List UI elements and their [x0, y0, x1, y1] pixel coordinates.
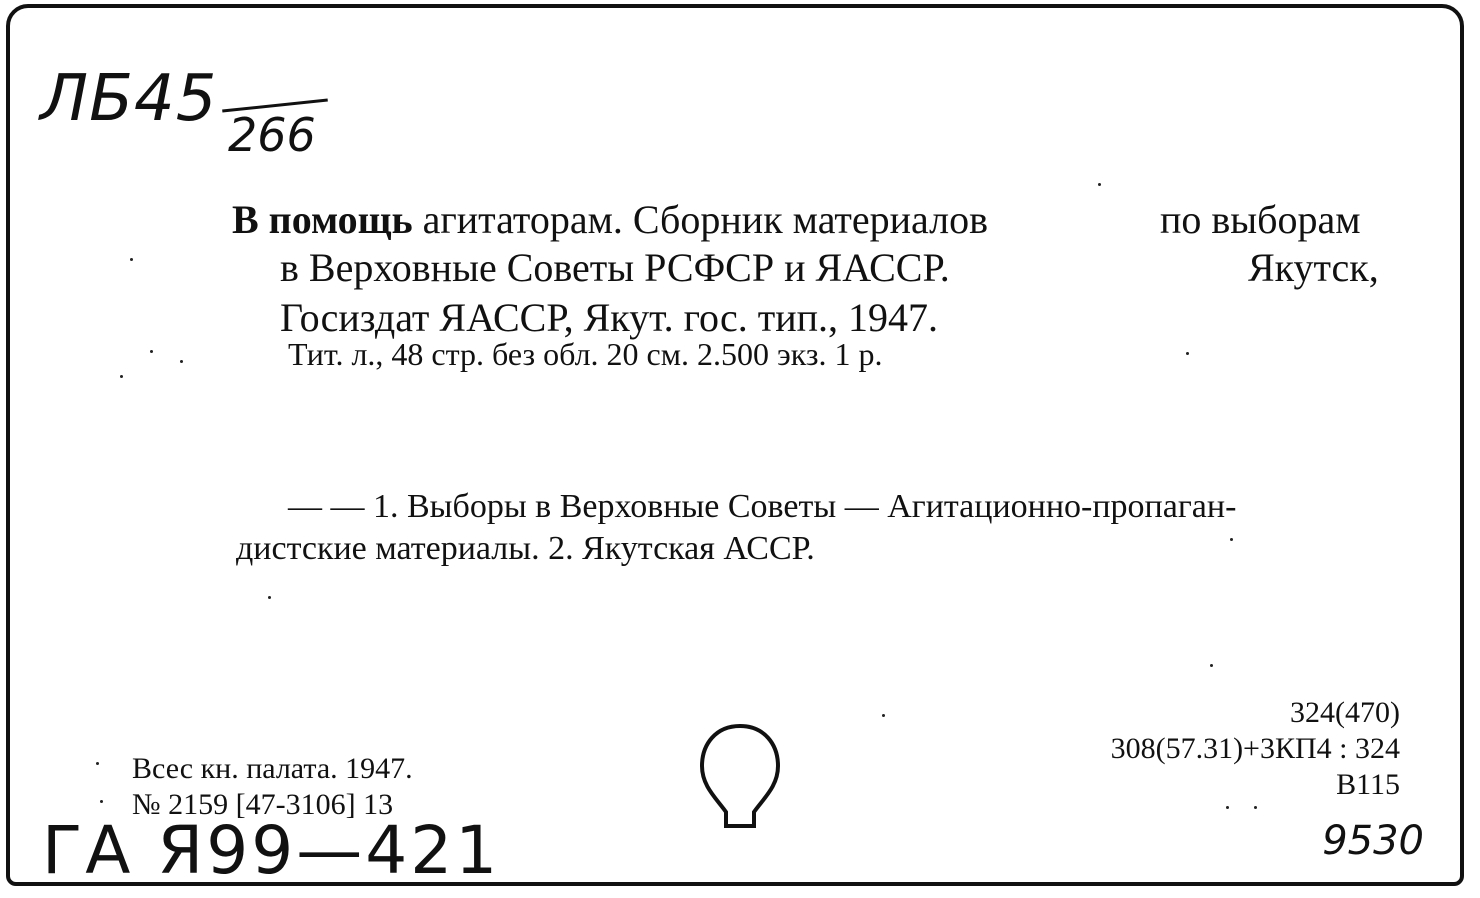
scan-speck	[120, 375, 123, 378]
scan-speck	[882, 714, 885, 717]
scan-speck	[1210, 664, 1213, 667]
call-number-main: ЛБ45	[40, 62, 218, 136]
classification-line-2: 308(57.31)+3КП4 : 324	[1110, 732, 1400, 765]
entry-title-rest: агитаторам. Сборник материалов	[412, 197, 988, 242]
classification-line-3: В115	[1336, 768, 1400, 801]
punch-hole-icon	[698, 722, 782, 832]
entry-line-3: Госиздат ЯАССР, Якут. гос. тип., 1947.	[280, 295, 939, 340]
scan-speck	[96, 762, 99, 765]
scan-speck	[100, 800, 103, 803]
entry-line-1	[232, 198, 988, 242]
handwritten-inventory-number: ГА Я99—421	[42, 812, 501, 889]
classification-line-1: 324(470)	[1290, 696, 1400, 729]
entry-line-2-right: Якутск,	[1248, 245, 1379, 290]
entry-title-start: В помощь	[232, 197, 413, 242]
handwritten-number: 9530	[1322, 818, 1424, 864]
entry-line-1-right: по выборам	[1160, 197, 1361, 242]
entry-physical-description: Тит. л., 48 стр. без обл. 20 см. 2.500 экз. 1 р.	[288, 336, 883, 372]
call-number-sub: 266	[228, 108, 316, 162]
subject-line-1: — — 1. Выборы в Верховные Советы — Агитационно-пропаган-	[288, 488, 1237, 525]
entry-line-2: в Верховные Советы РСФСР и ЯАССР.	[280, 245, 950, 290]
scan-speck	[1226, 806, 1229, 809]
scan-speck	[1254, 806, 1257, 809]
scan-speck	[268, 596, 271, 599]
scan-speck	[1186, 352, 1189, 355]
scan-speck	[130, 258, 133, 261]
imprint-line-1: Всес кн. палата. 1947.	[132, 752, 413, 785]
scan-speck	[150, 350, 153, 353]
subject-line-2: дистские материалы. 2. Якутская АССР.	[236, 530, 815, 567]
scan-speck	[180, 360, 183, 363]
scan-speck	[1230, 538, 1233, 541]
scan-speck	[1098, 183, 1101, 186]
imprint-line-2: № 2159 [47-3106] 13	[132, 788, 394, 821]
